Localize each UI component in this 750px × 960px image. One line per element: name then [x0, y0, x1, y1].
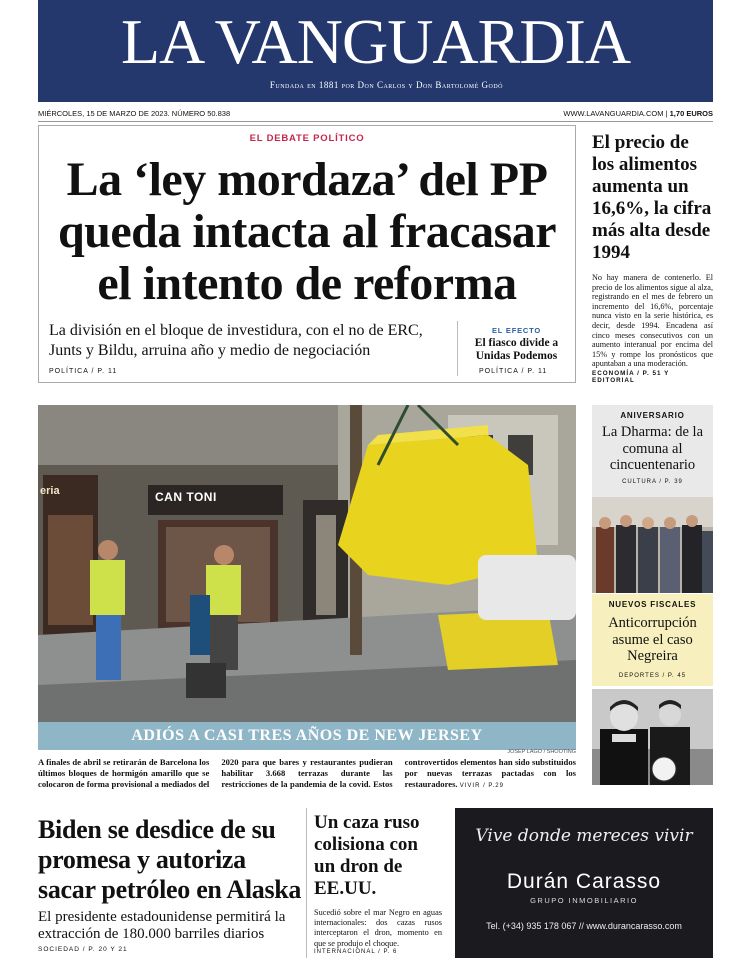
prices-headline[interactable]: El precio de los alimentos aumenta un 16,6%, la cifra más alta desde 1994 [592, 132, 712, 263]
biden-dek: El presidente estadounidense permitirá la extracción de 180.000 barriles diarios [38, 909, 286, 942]
street-photo-illustration [38, 405, 576, 750]
biden-headline[interactable]: Biden se desdice de su promesa y autoriza sacar petróleo en Alaska [38, 815, 302, 904]
biden-section[interactable]: SOCIEDAD / P. 20 Y 21 [38, 946, 128, 953]
photo-credit: JOSEP LAGO / SHOOTING [507, 749, 576, 755]
aniversario-box[interactable] [592, 405, 713, 497]
main-photo[interactable] [38, 405, 576, 750]
dron-body: Sucedió sobre el mar Negro en aguas internacionales: dos cazas rusos interceptaron el dron, momento en que se produjo el choque. [314, 908, 442, 948]
lead-section[interactable]: POLÍTICA / P. 11 [49, 368, 118, 375]
fiscales-section[interactable]: DEPORTES / P. 45 [618, 672, 687, 679]
biden-story[interactable] [38, 815, 308, 953]
website-link[interactable]: WWW.LAVANGUARDIA.COM [563, 109, 664, 118]
lead-headline[interactable]: La ‘ley mordaza’ del PP queda intacta al fracasar el intento de reforma [57, 153, 557, 310]
prices-section[interactable]: ECONOMÍA / P. 51 Y EDITORIAL [592, 369, 670, 384]
ad-slogan: Vive donde mereces vivir [475, 826, 693, 846]
band-photo-illustration [592, 497, 713, 593]
lead-sidebar[interactable] [464, 326, 569, 363]
referee-photo-illustration [592, 689, 713, 785]
aniversario-section[interactable]: CULTURA / P. 39 [622, 478, 683, 485]
caption-section[interactable]: VIVIR / P.29 [459, 783, 504, 789]
newspaper-title: LA VANGUARDIA [120, 6, 631, 77]
issue-date: MIÉRCOLES, 15 DE MARZO DE 2023. NÚMERO 50.838 [38, 109, 231, 118]
shop-sign: CAN TONI [155, 490, 217, 504]
price: 1,70 EUROS [669, 109, 713, 118]
dron-headline[interactable]: Un caza ruso colisiona con un dron de EE.UU. [314, 812, 420, 899]
sidebar-section[interactable]: POLÍTICA / P. 11 [479, 368, 548, 375]
dateline [38, 109, 713, 122]
lead-story[interactable] [38, 125, 576, 383]
column-divider [306, 808, 307, 958]
prices-body: No hay manera de contenerlo. El precio de los alimentos sigue al alza, registrando en el mes de febrero un incremento del 16,6%, porcentaje nunca visto en la serie histórica, es decir, desde 1994. Encadena así cinco meses consecutivos con un aumento interanual por encima del 15% y rompe los pronósticos que apuntaban a una moderación. [592, 273, 713, 369]
lead-dek: La división en el bloque de investidura, con el no de ERC, Junts y Bildu, arruina año y medio de negociación [49, 322, 423, 359]
caption-body: A finales de abril se retirarán de Barcelona los últimos bloques de hormigón amarillo que se colocaron de forma provisional a mediados del 2020 para que bares y restaurantes pudieran habilitar 3.668 terrazas durante las restricciones de la pandemia de la covid. Estos controvertidos elementos han sido substituidos por nuevas terrazas pactadas con los restauradores. [38, 757, 576, 789]
dharma-photo[interactable] [592, 497, 713, 593]
dron-section[interactable]: INTERNACIONAL / P. 6 [314, 948, 398, 955]
prices-story[interactable] [592, 132, 713, 384]
aniversario-kicker: ANIVERSARIO [620, 411, 685, 420]
sidebar-kicker: EL EFECTO [491, 326, 541, 335]
dron-story[interactable] [314, 812, 442, 955]
masthead [38, 0, 713, 102]
fiscales-box[interactable] [592, 594, 713, 686]
photo-caption-text [38, 757, 576, 792]
lead-kicker: EL DEBATE POLÍTICO [249, 133, 365, 144]
photo-caption-title: ADIÓS A CASI TRES AÑOS DE NEW JERSEY [38, 722, 576, 750]
ad-contact[interactable]: Tel. (+34) 935 178 067 // www.durancarasso.com [486, 921, 682, 931]
ad-brand-sub: GRUPO INMOBILIARIO [530, 896, 638, 905]
fiscales-kicker: NUEVOS FISCALES [608, 600, 697, 609]
sidebar-text: El fiasco divide a Unidas Podemos [474, 337, 559, 362]
advertisement[interactable] [455, 808, 713, 958]
divider [457, 321, 458, 376]
ad-brand: Durán Carasso [506, 870, 662, 893]
fiscales-headline[interactable]: Anticorrupción asume el caso Negreira [608, 615, 697, 664]
masthead-subtitle: Fundada en 1881 por Don Carlos y Don Bartolomé Godó [269, 80, 503, 90]
aniversario-headline[interactable]: La Dharma: de la comuna al cincuentenario [601, 424, 704, 473]
price-info: WWW.LAVANGUARDIA.COM | 1,70 EUROS [563, 109, 713, 118]
referee-photo[interactable] [592, 689, 713, 785]
shop-sign-left: eria [40, 485, 60, 497]
